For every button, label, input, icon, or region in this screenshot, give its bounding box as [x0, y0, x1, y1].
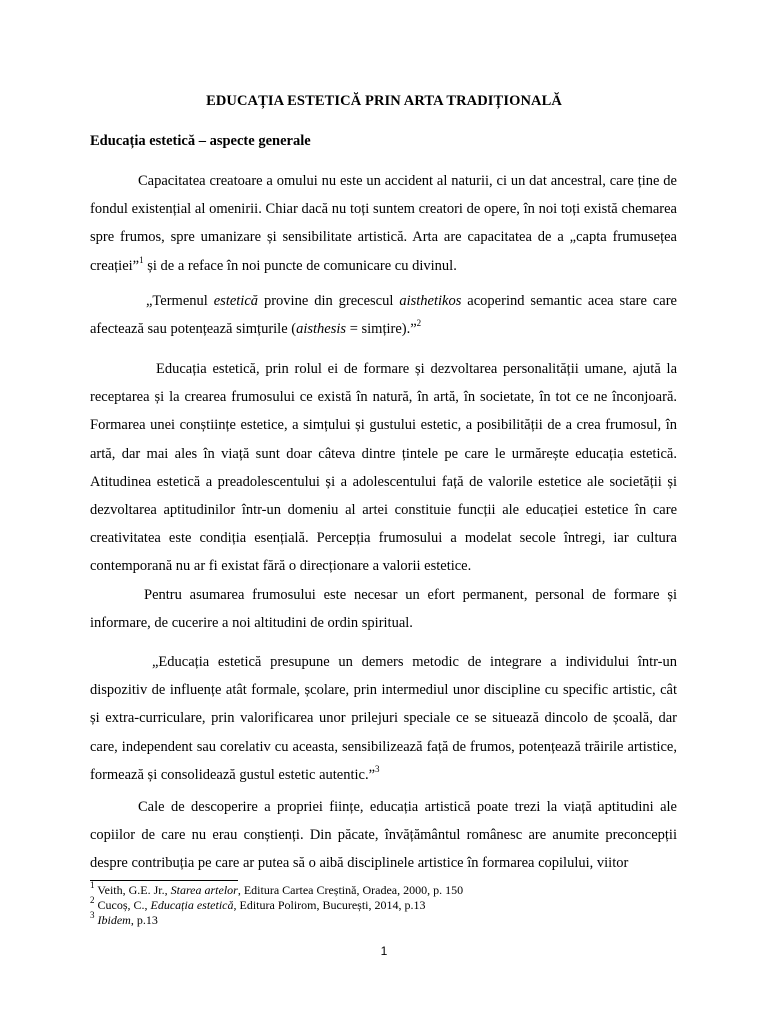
paragraph-3: Educația estetică, prin rolul ei de formare și dezvoltarea personalității umane, ajută la receptarea și la crearea frumosului ce există în natură, în artă, în societate, în tot ce ne înconjoară. Formarea unei conștiințe estetice, a simțului și gustului estetic, a posibilității de a crea frumosul, în artă, dar mai ales în viață sunt doar câteva dintre țintele pe care le urmărește educația estetică. Atitudinea estetică a preadolescentului și a adolescentului față de valorile estetice ale societății și dezvoltarea aptitudinilor într-un domeniu al artei constituie funcții ale educației estetice în care creativitatea este condiția esențială. Percepția frumosului a modelat secole întregi, iar cultura contemporană nu ar fi existat fără o direcționare a valorii estetice. — [90, 361, 677, 575]
footnote-ref-3: 3 — [375, 763, 380, 774]
footnote-ref-2: 2 — [416, 318, 422, 329]
footnote-1 — [90, 880, 677, 898]
paragraph-1-text-b: și de a reface în noi puncte de comunicare cu divinul. — [143, 257, 457, 274]
section-heading: Educația estetică – aspecte generale — [90, 133, 311, 149]
paragraph-4: Pentru asumarea frumosului este necesar un efort permanent, personal de formare și informare, de cucerire a noi altitudini de ordin spiritual. — [90, 587, 677, 632]
paragraph-6: Cale de descoperire a propriei ființe, educația artistică poate trezi la viață aptitudini ale copiilor de care nu erau conștienți. Din păcate, învățământul românesc are anumite preconcepții despre contribuția pe care ar putea să o aibă disciplinele artistice în formarea copilului, viitor — [90, 799, 677, 872]
document-title: EDUCAȚIA ESTETICĂ PRIN ARTA TRADIȚIONALĂ — [206, 93, 562, 109]
paragraph-2-text-a: „Termenul — [146, 293, 214, 309]
footnote-3-number: 3 — [90, 910, 95, 921]
paragraph-5-text: „Educația estetică presupune un demers metodic de integrare a individului într-un dispozitiv de influențe atât formale, școlare, prin intermediul unor discipline cu specific artistic, cât și extra-curriculare, prin valorificarea unor prilejuri speciale ce se situează dincolo de școală, dar care, independent sau corelativ cu aceasta, sensibilizează față de frumos, potențează trăirile artistice, formează și consolidează gustul estetic autentic.” — [90, 654, 677, 783]
paragraph-2-term-aisthetikos: aisthetikos — [399, 293, 462, 309]
page-number: 1 — [380, 944, 388, 958]
footnote-3-text-b: , p.13 — [130, 913, 158, 928]
footnote-2 — [90, 895, 677, 913]
footnote-separator — [90, 880, 238, 881]
footnote-1-number: 1 — [90, 880, 95, 890]
footnote-2-number: 2 — [90, 895, 95, 906]
paragraph-2-text-b: provine din grecescul — [258, 293, 400, 309]
paragraph-1 — [90, 167, 677, 280]
footnote-2-text-a: Cucoș, C., — [94, 898, 151, 913]
paragraph-2-text-c: acoperind semantic acea stare care afectează sau potențează simțurile ( — [90, 293, 677, 338]
footnote-ref-1: 1 — [139, 254, 144, 265]
paragraph-2-text-d: = simțire).” — [346, 321, 417, 338]
paragraph-2-term-aisthesis: aisthesis — [296, 321, 347, 338]
footnote-1-text-a: Veith, G.E. Jr., — [94, 883, 171, 897]
footnotes — [90, 880, 677, 929]
footnote-1-text-b: , Editura Cartea Creștină, Oradea, 2000, p. 150 — [237, 883, 464, 897]
footnote-3-title: Ibidem — [97, 913, 131, 928]
paragraph-1-text-a: Capacitatea creatoare a omului nu este un accident al naturii, ci un dat ancestral, care ține de fondul existențial al omenirii. Chiar dacă nu toți suntem creatori de opere, în noi toți există chemarea spre frumos, spre umanizare și sensibilitate artistică. Arta are capacitatea de a „capta frumusețea creației” — [90, 173, 677, 274]
paragraph-5 — [90, 648, 677, 789]
footnote-2-text-b: , Editura Polirom, București, 2014, p.13 — [233, 898, 426, 913]
footnote-1-title: Starea artelor — [170, 883, 238, 897]
footnote-2-title: Educația estetică — [150, 898, 234, 913]
paragraph-2 — [90, 287, 677, 343]
paragraph-2-term-estetica: estetică — [213, 293, 259, 309]
footnote-3 — [90, 910, 677, 928]
